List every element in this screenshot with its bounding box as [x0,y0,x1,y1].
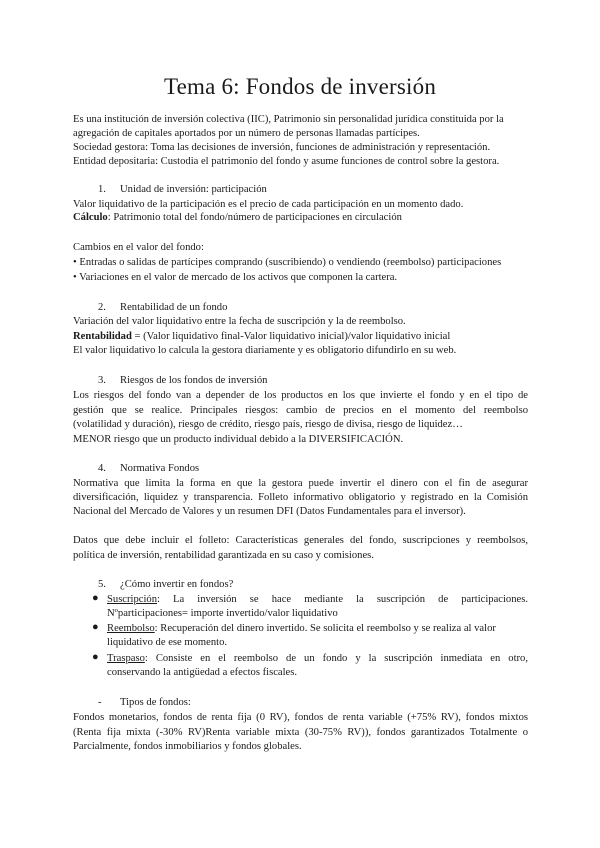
section-6-heading [98,696,553,710]
s5-bullet-3-line-2: conservando la antigüedad a efectos fiscales. [107,667,298,678]
s4-line-3: Nacional del Mercado de Valores y un resumen DFI (Datos Fundamentales para el inversor). [73,506,466,517]
s1-changes-title: Cambios en el valor del fondo: [73,242,204,253]
bullet-icon: ● [92,592,99,604]
section-title: Rentabilidad de un fondo [120,302,228,313]
s6-line-1: Fondos monetarios, fondos de renta fija (0 RV), fondos de renta variable (+75% RV), fondos mixtos [73,712,528,723]
traspaso-label: Traspaso [107,653,145,664]
s5-bullet-1-line-2: Nºparticipaciones= importe invertido/valor liquidativo [107,608,338,619]
reembolso-label: Reembolso [107,623,155,634]
s3-line-1: Los riesgos del fondo van a depender de los productos en los que invierte el fondo y en el tipo de [73,390,528,401]
section-number: 1. [98,184,106,195]
section-1-heading [98,183,553,197]
section-title: Riesgos de los fondos de inversión [120,375,268,386]
suscripcion-text: : La inversión se hace mediante la suscripción de participaciones. [157,594,528,605]
s1-bullet-2: • Variaciones en el valor de mercado de los activos que componen la cartera. [73,272,398,283]
intro-line-1: Es una institución de inversión colectiva (IIC), Patrimonio sin personalidad jurídica constituida por la [73,114,504,125]
bullet-icon: ● [92,651,99,663]
s6-line-2: (Renta fija mixta (-30% RV)Renta variable mixta (30-75% RV)), fondos garantizados Totalmente o [73,727,528,738]
s4-line-2: diversificación, liquidez y transparencia. Folleto informativo obligatorio y registrado en la Comisión [73,492,528,503]
section-4-heading [98,462,553,476]
s2-line-1: Variación del valor liquidativo entre la fecha de suscripción y la de reembolso. [73,316,406,327]
s2-rent-line [73,330,528,344]
calc-label: Cálculo [73,212,108,223]
rent-label: Rentabilidad [73,331,132,342]
s1-calc-line [73,211,528,225]
intro-line-2: agregación de capitales aportados por un número de personas llamadas partícipes. [73,128,420,139]
calc-text: : Patrimonio total del fondo/número de participaciones en circulación [107,212,402,223]
s5-bullet-3-line-1 [107,652,528,666]
section-3-heading [98,374,553,388]
s5-bullet-2-line-2: liquidativo de ese momento. [107,637,228,648]
s4-line-1: Normativa que limita la forma en que la gestora puede invertir el dinero con el fin de asegurar [73,478,528,489]
section-5-heading [98,578,553,592]
s5-bullet-1-line-1 [107,593,528,607]
section-title: Tipos de fondos: [120,697,191,708]
bullet-icon: ● [92,621,99,633]
section-number: 3. [98,375,106,386]
s4-line-4: Datos que debe incluir el folleto: Características generales del fondo, suscripciones y reembolsos, [73,535,528,546]
intro-line-4: Entidad depositaria: Custodia el patrimonio del fondo y asume funciones de control sobre la gestora. [73,156,500,167]
s3-line-4: MENOR riesgo que un producto individual debido a la DIVERSIFICACIÓN. [73,434,404,445]
s1-bullet-1: • Entradas o salidas de partícipes comprando (suscribiendo) o vendiendo (reembolso) participaciones [73,257,502,268]
s5-bullet-2-line-1 [107,622,528,636]
s4-line-5: política de inversión, rentabilidad garantizada en su caso y comisiones. [73,550,374,561]
section-2-heading [98,301,553,315]
section-title: ¿Cómo invertir en fondos? [120,579,234,590]
intro-line-3: Sociedad gestora: Toma las decisiones de inversión, funciones de administración y representación. [73,142,491,153]
reembolso-text: : Recuperación del dinero invertido. Se solicita el reembolso y se realiza al valor [154,623,496,634]
section-title: Normativa Fondos [120,463,200,474]
rent-text: = (Valor liquidativo final-Valor liquidativo inicial)/valor liquidativo inicial [131,331,451,342]
traspaso-text: : Consiste en el reembolso de un fondo y la suscripción inmediata en otro, [144,653,528,664]
section-number: 5. [98,579,106,590]
s2-line-3: El valor liquidativo lo calcula la gestora diariamente y es obligatorio difundirlo en su web. [73,345,457,356]
page-title: Tema 6: Fondos de inversión [163,74,437,99]
s3-line-3: (volatilidad y duración), riesgo de crédito, riesgo país, riesgo de divisa, riesgo de liquidez… [73,419,463,430]
s6-line-3: Parcialmente, fondos inmobiliarios y fondos globales. [73,741,302,752]
section-number: 4. [98,463,106,474]
dash-marker: - [98,697,102,708]
s3-line-2: gestión que se realice. Principales riesgos: cambio de precios en el momento del reembolso [73,405,528,416]
s1-line-1: Valor liquidativo de la participación es el precio de cada participación en un momento dado. [73,199,464,210]
section-number: 2. [98,302,106,313]
suscripcion-label: Suscripción [107,594,158,605]
section-title: Unidad de inversión: participación [120,184,267,195]
